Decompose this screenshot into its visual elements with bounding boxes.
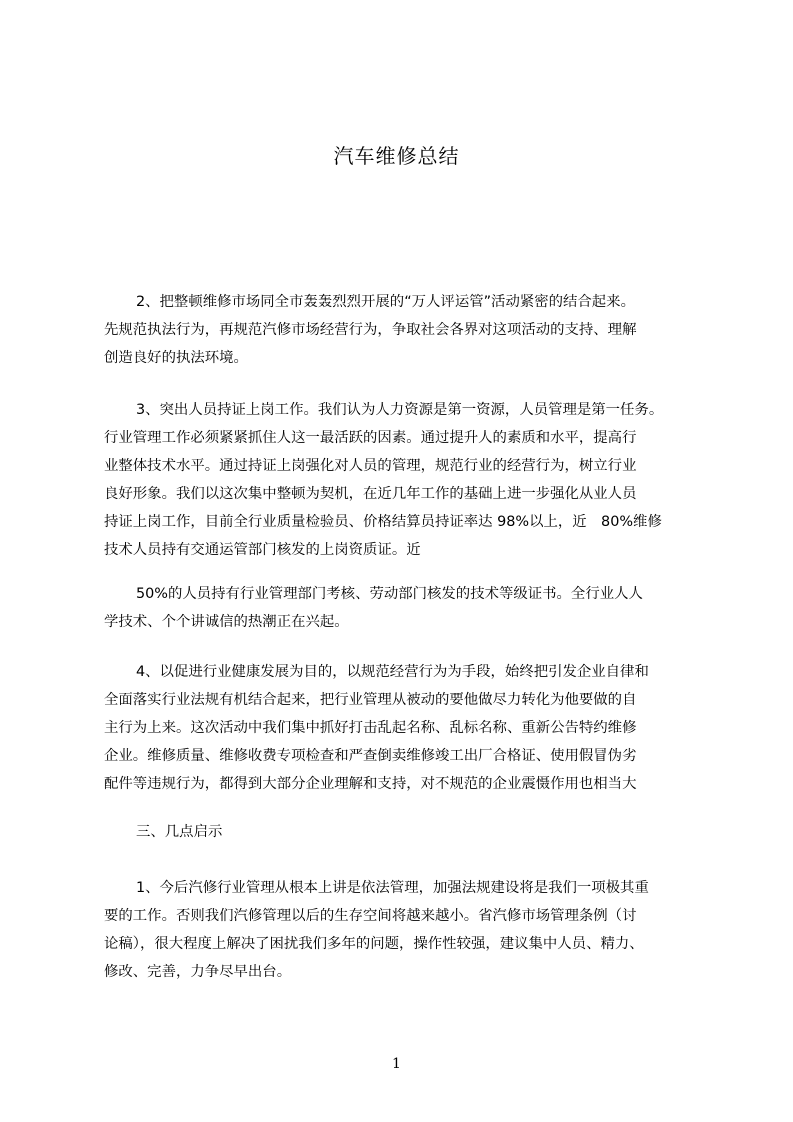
paragraph-line: 持证上岗工作，目前全行业质量检验员、价格结算员持证率达 98%以上，近 80%维修 [104,514,662,530]
paragraph-line: 学技术、个个讲诚信的热潮正在兴起。 [104,614,349,630]
paragraph-line: 全面落实行业法规有机结合起来，把行业管理从被动的要他做尽力转化为他要做的自 [104,692,637,708]
paragraph-insight-1-legal-management [104,874,724,986]
paragraph-line: 3、突出人员持证上岗工作。我们认为人力资源是第一资源，人员管理是第一任务。 [136,402,664,418]
paragraph-line: 技术人员持有交通运管部门核发的上岗资质证。近 [104,542,421,558]
paragraph-line: 企业。维修质量、维修收费专项检查和严查倒卖维修竣工出厂合格证、使用假冒伪劣 [104,748,637,764]
paragraph-line: 4、以促进行业健康发展为目的，以规范经营行为为手段，始终把引发企业自律和 [136,664,649,680]
paragraph-line: 要的工作。否则我们汽修管理以后的生存空间将越来越小。省汽修市场管理条例（讨 [104,908,637,924]
paragraph-technical-grade-certificate [104,580,724,636]
paragraph-line: 1、今后汽修行业管理从根本上讲是依法管理，加强法规建设将是我们一项极其重 [136,880,649,896]
paragraph-2-market-rectification [104,288,724,372]
paragraph-line: 行业管理工作必须紧紧抓住人这一最活跃的因素。通过提升人的素质和水平，提高行 [104,430,637,446]
paragraph-line: 50%的人员持有行业管理部门考核、劳动部门核发的技术等级证书。全行业人人 [136,586,643,602]
paragraph-line: 主行为上来。这次活动中我们集中抓好打击乱起名称、乱标名称、重新公告特约维修 [104,720,637,736]
section-heading: 三、几点启示 [136,824,223,840]
paragraph-line: 先规范执法行为，再规范汽修市场经营行为，争取社会各界对这项活动的支持、理解 [104,322,637,338]
section-heading-insights [104,818,724,846]
page-number: 1 [392,1056,401,1072]
paragraph-line: 创造良好的执法环境。 [104,350,248,366]
document-title: 汽车维修总结 [333,144,460,168]
paragraph-line: 良好形象。我们以这次集中整顿为契机，在近几年工作的基础上进一步强化从业人员 [104,486,637,502]
paragraph-line: 配件等违规行为，都得到大部分企业理解和支持，对不规范的企业震慑作用也相当大 [104,776,637,792]
paragraph-line: 业整体技术水平。通过持证上岗强化对人员的管理，规范行业的经营行为，树立行业 [104,458,637,474]
paragraph-line: 论稿），很大程度上解决了困扰我们多年的问题，操作性较强，建议集中人员、精力、 [104,936,644,952]
paragraph-line: 2、把整顿维修市场同全市轰轰烈烈开展的“万人评运管”活动紧密的结合起来。 [136,294,635,310]
paragraph-line: 修改、完善，力争尽早出台。 [104,964,292,980]
paragraph-4-industry-development [104,658,724,798]
paragraph-3-certification [104,396,724,564]
